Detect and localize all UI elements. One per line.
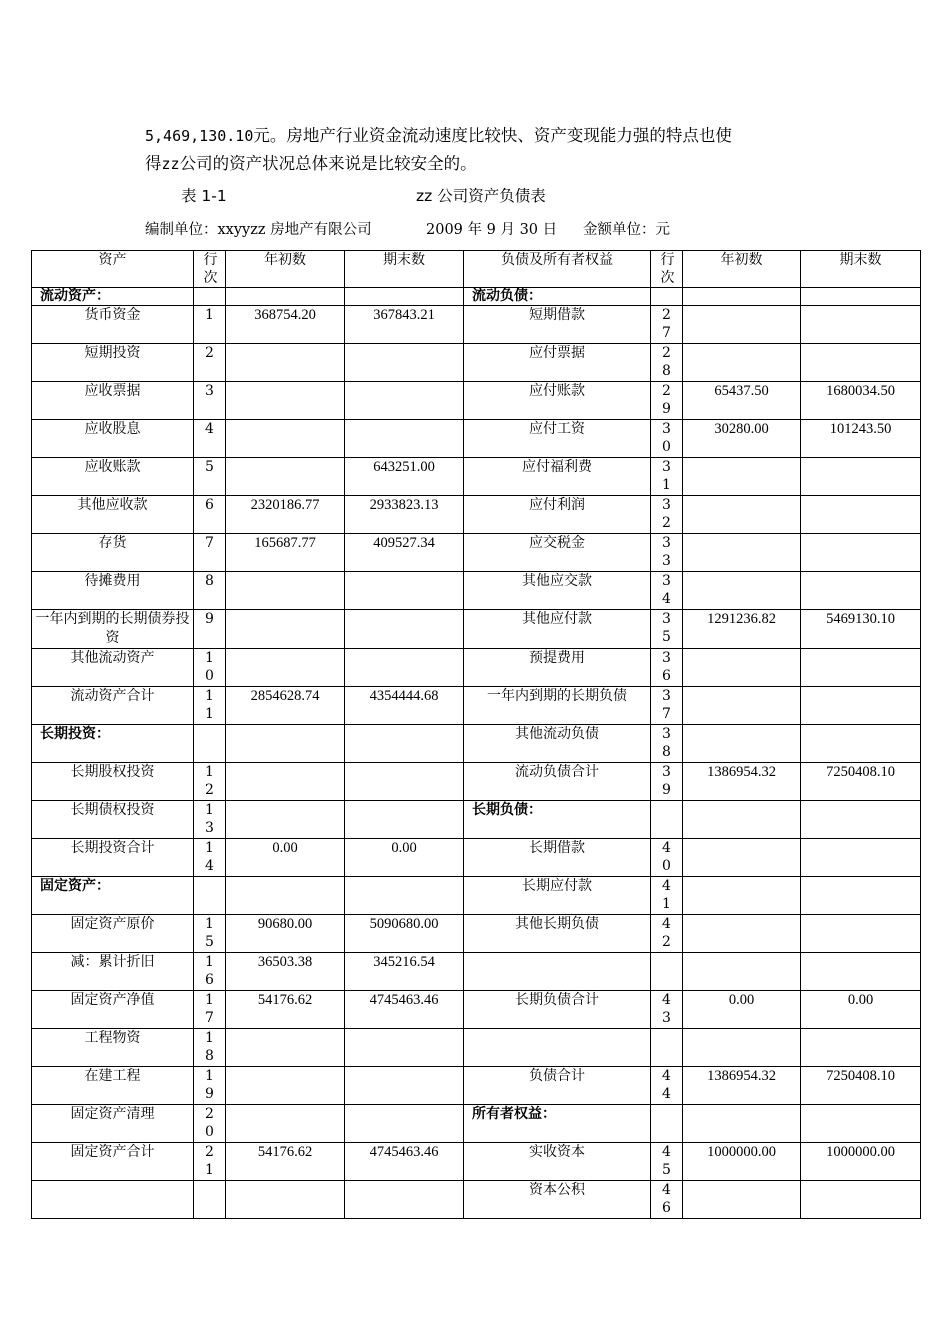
liability-end: 1680034.50	[801, 382, 921, 420]
liability-end	[801, 306, 921, 344]
liability-name: 长期负债合计	[464, 991, 651, 1029]
liability-name: 流动负债合计	[464, 763, 651, 801]
liability-end: 101243.50	[801, 420, 921, 458]
liability-row-no: 31	[651, 458, 683, 496]
liability-row-no	[651, 953, 683, 991]
liability-begin	[683, 534, 801, 572]
liability-name: 应付福利费	[464, 458, 651, 496]
liability-end	[801, 458, 921, 496]
asset-row-no: 5	[194, 458, 226, 496]
table-row	[32, 306, 921, 344]
asset-end: 4745463.46	[345, 1143, 464, 1181]
asset-row-no: 18	[194, 1029, 226, 1067]
table-row	[32, 953, 921, 991]
asset-begin: 54176.62	[226, 1143, 345, 1181]
table-row	[32, 344, 921, 382]
table-row	[32, 687, 921, 725]
asset-end	[345, 763, 464, 801]
asset-begin	[226, 1105, 345, 1143]
header-liability-end: 期末数	[801, 251, 921, 288]
paragraph-line-2	[145, 150, 845, 178]
liability-name: 实收资本	[464, 1143, 651, 1181]
asset-name: 应收股息	[32, 420, 194, 458]
asset-name: 待摊费用	[32, 572, 194, 610]
asset-row-no: 2	[194, 344, 226, 382]
liability-begin	[683, 687, 801, 725]
liability-row-no: 30	[651, 420, 683, 458]
table-row	[32, 572, 921, 610]
asset-end: 4745463.46	[345, 991, 464, 1029]
liability-end	[801, 534, 921, 572]
asset-end: 2933823.13	[345, 496, 464, 534]
asset-name: 固定资产合计	[32, 1143, 194, 1181]
liability-name	[464, 953, 651, 991]
liability-row-no: 33	[651, 534, 683, 572]
asset-name: 流动资产合计	[32, 687, 194, 725]
asset-name: 工程物资	[32, 1029, 194, 1067]
asset-end	[345, 288, 464, 306]
asset-end: 345216.54	[345, 953, 464, 991]
asset-row-no: 19	[194, 1067, 226, 1105]
asset-name: 应收账款	[32, 458, 194, 496]
asset-row-no: 4	[194, 420, 226, 458]
table-row	[32, 1181, 921, 1219]
table-row	[32, 420, 921, 458]
asset-name: 长期股权投资	[32, 763, 194, 801]
liability-begin	[683, 839, 801, 877]
table-row	[32, 725, 921, 763]
header-asset-end: 期末数	[345, 251, 464, 288]
paragraph-line-1	[145, 122, 845, 150]
asset-name: 长期债权投资	[32, 801, 194, 839]
asset-row-no: 9	[194, 610, 226, 649]
table-title: zz 公司资产负债表	[416, 187, 546, 205]
table-row	[32, 1029, 921, 1067]
liability-name: 短期借款	[464, 306, 651, 344]
liability-name: 其他应付款	[464, 610, 651, 649]
liability-row-no	[651, 1105, 683, 1143]
asset-begin	[226, 610, 345, 649]
asset-end: 409527.34	[345, 534, 464, 572]
asset-end	[345, 572, 464, 610]
asset-name: 长期投资合计	[32, 839, 194, 877]
asset-name: 应收票据	[32, 382, 194, 420]
asset-end	[345, 1029, 464, 1067]
header-liability-name: 负债及所有者权益	[464, 251, 651, 288]
table-row	[32, 991, 921, 1029]
asset-begin: 2854628.74	[226, 687, 345, 725]
table-row	[32, 288, 921, 306]
liability-row-no: 35	[651, 610, 683, 649]
liability-name: 其他流动负债	[464, 725, 651, 763]
intro-paragraph	[145, 122, 845, 178]
asset-row-no	[194, 1181, 226, 1219]
asset-name: 其他流动资产	[32, 649, 194, 687]
asset-begin	[226, 1181, 345, 1219]
asset-end	[345, 801, 464, 839]
liability-begin	[683, 572, 801, 610]
liability-end	[801, 877, 921, 915]
asset-name: 流动资产：	[32, 288, 194, 306]
asset-begin	[226, 572, 345, 610]
liability-end	[801, 496, 921, 534]
liability-end	[801, 649, 921, 687]
table-row	[32, 496, 921, 534]
asset-begin	[226, 458, 345, 496]
paragraph-text: 得	[145, 154, 162, 173]
paragraph-text: 公司的资产状况总体来说是比较安全的。	[179, 154, 477, 173]
asset-row-no: 15	[194, 915, 226, 953]
table-row	[32, 839, 921, 877]
asset-row-no: 20	[194, 1105, 226, 1143]
liability-row-no: 41	[651, 877, 683, 915]
report-date: 2009 年 9 月 30 日	[426, 222, 558, 238]
asset-row-no: 21	[194, 1143, 226, 1181]
currency-unit: 金额单位：元	[583, 222, 670, 238]
liability-begin: 1000000.00	[683, 1143, 801, 1181]
liability-end	[801, 725, 921, 763]
table-row	[32, 801, 921, 839]
asset-row-no: 17	[194, 991, 226, 1029]
asset-name: 货币资金	[32, 306, 194, 344]
asset-row-no: 1	[194, 306, 226, 344]
asset-begin: 165687.77	[226, 534, 345, 572]
liability-name: 流动负债：	[464, 288, 651, 306]
header-liability-begin: 年初数	[683, 251, 801, 288]
asset-name: 固定资产净值	[32, 991, 194, 1029]
asset-begin: 54176.62	[226, 991, 345, 1029]
asset-row-no: 3	[194, 382, 226, 420]
table-row	[32, 763, 921, 801]
asset-end	[345, 420, 464, 458]
asset-name: 一年内到期的长期债券投资	[32, 610, 194, 649]
liability-begin	[683, 649, 801, 687]
liability-row-no: 37	[651, 687, 683, 725]
asset-row-no	[194, 877, 226, 915]
asset-begin	[226, 763, 345, 801]
header-asset-name: 资产	[32, 251, 194, 288]
asset-name: 其他应收款	[32, 496, 194, 534]
asset-begin	[226, 877, 345, 915]
liability-end: 7250408.10	[801, 1067, 921, 1105]
liability-begin	[683, 877, 801, 915]
liability-begin	[683, 1105, 801, 1143]
liability-end: 0.00	[801, 991, 921, 1029]
asset-end: 0.00	[345, 839, 464, 877]
asset-row-no: 16	[194, 953, 226, 991]
asset-end	[345, 344, 464, 382]
asset-begin	[226, 288, 345, 306]
table-row	[32, 534, 921, 572]
liability-begin	[683, 344, 801, 382]
preparer-unit: 编制单位：xxyyzz 房地产有限公司	[145, 222, 372, 238]
asset-end: 367843.21	[345, 306, 464, 344]
liability-begin: 0.00	[683, 991, 801, 1029]
table-row	[32, 649, 921, 687]
liability-row-no: 46	[651, 1181, 683, 1219]
liability-end	[801, 915, 921, 953]
header-asset-begin: 年初数	[226, 251, 345, 288]
header-asset-row-no: 行次	[194, 251, 226, 288]
header-liability-row-no: 行次	[651, 251, 683, 288]
asset-end: 5090680.00	[345, 915, 464, 953]
liability-row-no: 34	[651, 572, 683, 610]
asset-row-no: 12	[194, 763, 226, 801]
liability-name: 长期应付款	[464, 877, 651, 915]
asset-name: 存货	[32, 534, 194, 572]
asset-end	[345, 382, 464, 420]
liability-name: 预提费用	[464, 649, 651, 687]
liability-end: 5469130.10	[801, 610, 921, 649]
table-row	[32, 382, 921, 420]
company-code: zz	[161, 155, 180, 173]
asset-name: 固定资产原价	[32, 915, 194, 953]
asset-end	[345, 725, 464, 763]
asset-end	[345, 1067, 464, 1105]
liability-begin: 30280.00	[683, 420, 801, 458]
table-row	[32, 1067, 921, 1105]
liability-begin: 65437.50	[683, 382, 801, 420]
liability-row-no	[651, 288, 683, 306]
liability-row-no: 45	[651, 1143, 683, 1181]
table-row	[32, 458, 921, 496]
liability-row-no: 32	[651, 496, 683, 534]
asset-begin: 36503.38	[226, 953, 345, 991]
liability-row-no: 38	[651, 725, 683, 763]
asset-begin: 0.00	[226, 839, 345, 877]
asset-begin	[226, 1067, 345, 1105]
liability-end	[801, 344, 921, 382]
table-row	[32, 1105, 921, 1143]
liability-row-no: 43	[651, 991, 683, 1029]
liability-begin	[683, 288, 801, 306]
asset-name: 短期投资	[32, 344, 194, 382]
liability-end	[801, 1105, 921, 1143]
liability-end	[801, 839, 921, 877]
liability-row-no	[651, 801, 683, 839]
liability-name: 所有者权益：	[464, 1105, 651, 1143]
liability-begin	[683, 458, 801, 496]
liability-end: 7250408.10	[801, 763, 921, 801]
liability-name: 应付利润	[464, 496, 651, 534]
asset-end	[345, 877, 464, 915]
liability-row-no: 39	[651, 763, 683, 801]
asset-begin	[226, 649, 345, 687]
liability-name: 负债合计	[464, 1067, 651, 1105]
table-number: 表 1-1	[181, 187, 227, 205]
liability-name: 长期借款	[464, 839, 651, 877]
liability-begin	[683, 306, 801, 344]
asset-begin	[226, 1029, 345, 1067]
liability-begin	[683, 725, 801, 763]
liability-end	[801, 1181, 921, 1219]
liability-name: 应付工资	[464, 420, 651, 458]
liability-end	[801, 1029, 921, 1067]
liability-name: 应交税金	[464, 534, 651, 572]
asset-begin: 2320186.77	[226, 496, 345, 534]
asset-row-no: 7	[194, 534, 226, 572]
amount-text: 5,469,130.10	[145, 127, 254, 145]
asset-row-no	[194, 725, 226, 763]
liability-begin	[683, 1181, 801, 1219]
liability-row-no: 42	[651, 915, 683, 953]
table-header-row	[32, 251, 921, 288]
liability-row-no	[651, 1029, 683, 1067]
asset-begin	[226, 420, 345, 458]
liability-name	[464, 1029, 651, 1067]
paragraph-text: 元。房地产行业资金流动速度比较快、资产变现能力强的特点也使	[253, 126, 732, 145]
asset-begin	[226, 725, 345, 763]
asset-begin: 368754.20	[226, 306, 345, 344]
liability-row-no: 28	[651, 344, 683, 382]
asset-row-no: 6	[194, 496, 226, 534]
asset-name: 长期投资：	[32, 725, 194, 763]
asset-end	[345, 1181, 464, 1219]
asset-name: 固定资产清理	[32, 1105, 194, 1143]
liability-name: 应付票据	[464, 344, 651, 382]
liability-name: 应付账款	[464, 382, 651, 420]
liability-end	[801, 687, 921, 725]
liability-name: 资本公积	[464, 1181, 651, 1219]
asset-end	[345, 1105, 464, 1143]
liability-name: 一年内到期的长期负债	[464, 687, 651, 725]
liability-begin	[683, 801, 801, 839]
asset-begin	[226, 801, 345, 839]
liability-row-no: 29	[651, 382, 683, 420]
liability-name: 其他长期负债	[464, 915, 651, 953]
liability-begin: 1386954.32	[683, 763, 801, 801]
liability-begin: 1386954.32	[683, 1067, 801, 1105]
asset-row-no: 11	[194, 687, 226, 725]
liability-begin	[683, 915, 801, 953]
asset-row-no	[194, 288, 226, 306]
liability-begin: 1291236.82	[683, 610, 801, 649]
asset-end: 643251.00	[345, 458, 464, 496]
asset-row-no: 14	[194, 839, 226, 877]
table-row	[32, 877, 921, 915]
table-row	[32, 610, 921, 649]
balance-sheet-table	[31, 250, 921, 1219]
asset-name: 在建工程	[32, 1067, 194, 1105]
asset-name: 固定资产：	[32, 877, 194, 915]
liability-begin	[683, 1029, 801, 1067]
asset-name	[32, 1181, 194, 1219]
table-row	[32, 1143, 921, 1181]
liability-end	[801, 953, 921, 991]
asset-end	[345, 649, 464, 687]
liability-row-no: 40	[651, 839, 683, 877]
liability-row-no: 27	[651, 306, 683, 344]
liability-end	[801, 572, 921, 610]
asset-begin: 90680.00	[226, 915, 345, 953]
liability-row-no: 44	[651, 1067, 683, 1105]
liability-row-no: 36	[651, 649, 683, 687]
liability-begin	[683, 953, 801, 991]
asset-end	[345, 610, 464, 649]
asset-name: 减：累计折旧	[32, 953, 194, 991]
table-row	[32, 915, 921, 953]
asset-begin	[226, 382, 345, 420]
liability-name: 长期负债：	[464, 801, 651, 839]
asset-row-no: 13	[194, 801, 226, 839]
liability-end	[801, 801, 921, 839]
asset-begin	[226, 344, 345, 382]
asset-row-no: 10	[194, 649, 226, 687]
liability-begin	[683, 496, 801, 534]
liability-name: 其他应交款	[464, 572, 651, 610]
asset-row-no: 8	[194, 572, 226, 610]
liability-end: 1000000.00	[801, 1143, 921, 1181]
liability-end	[801, 288, 921, 306]
asset-end: 4354444.68	[345, 687, 464, 725]
